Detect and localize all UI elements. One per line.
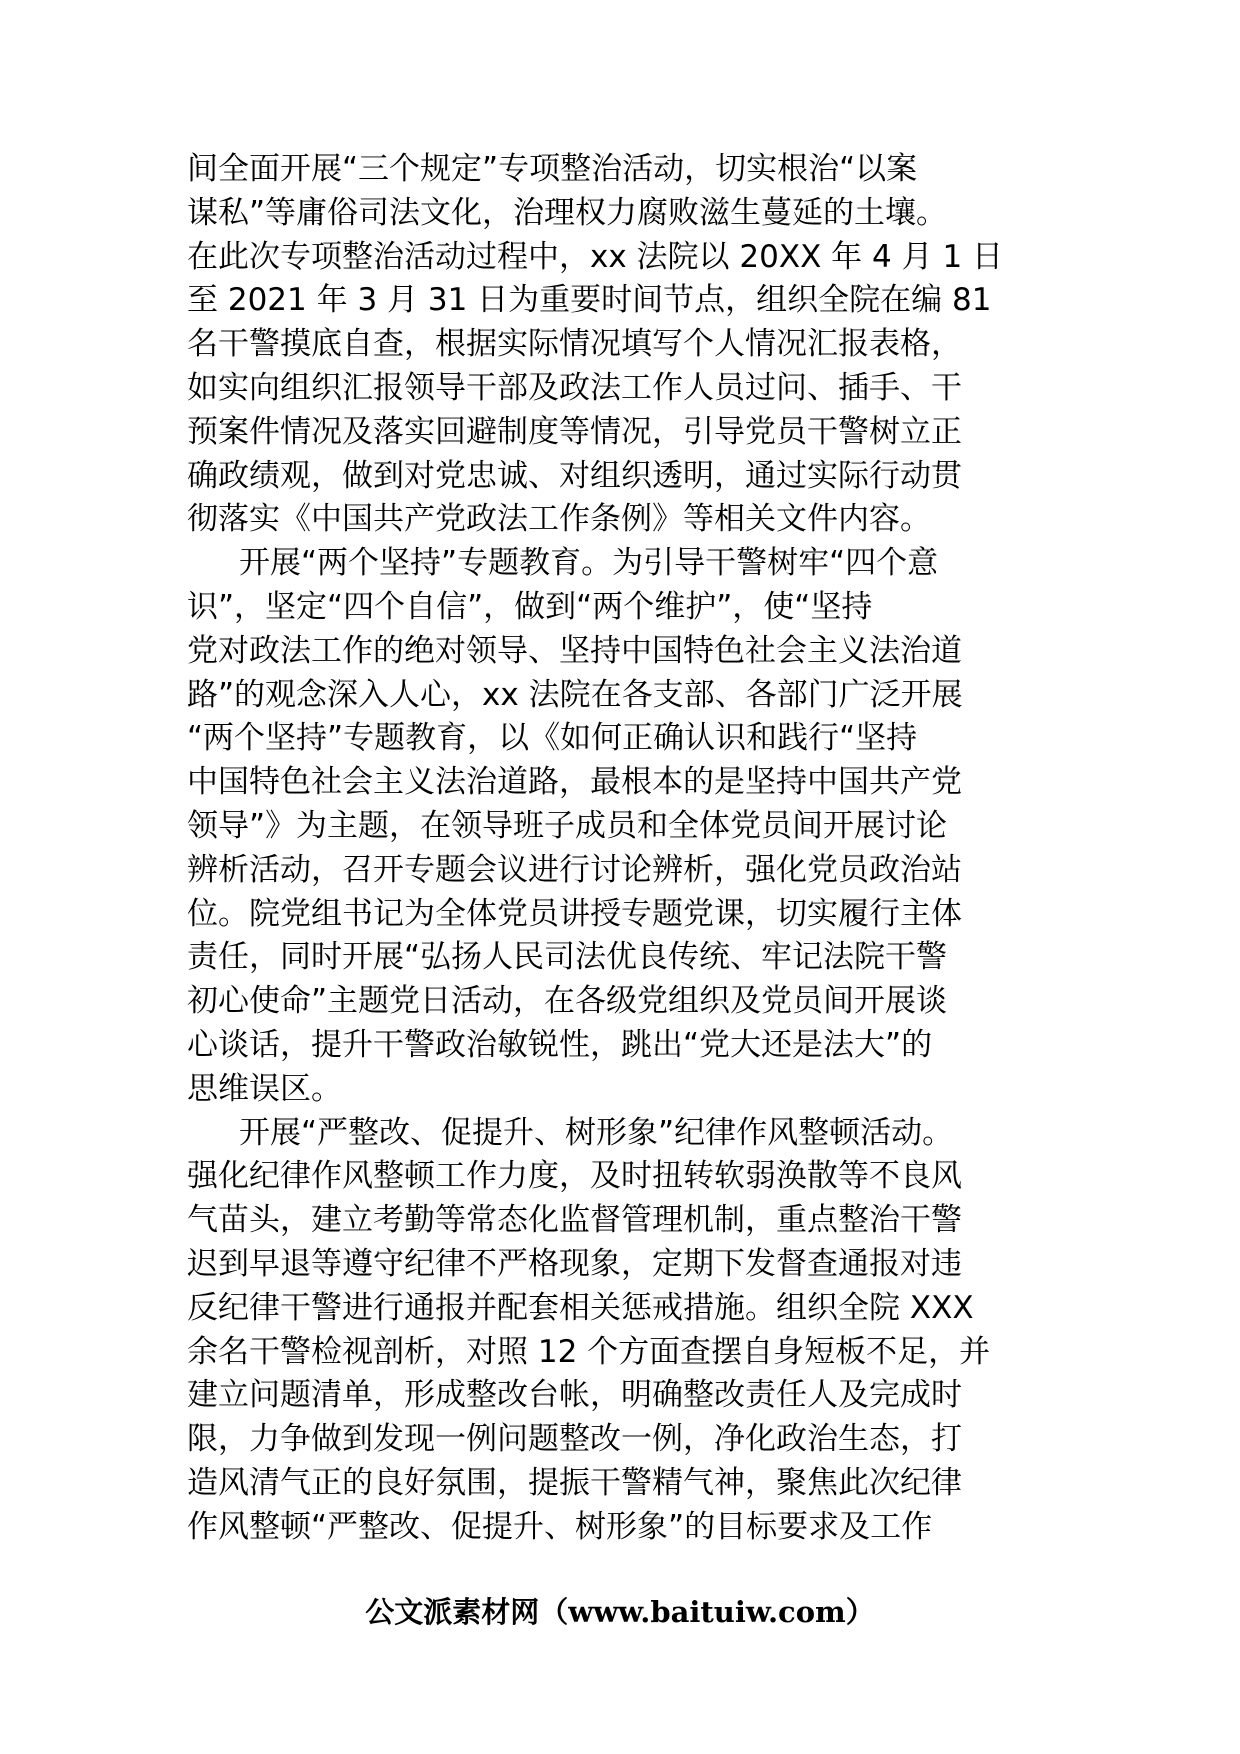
text-line: 确政绩观，做到对党忠诚、对组织透明，通过实际行动贯 xyxy=(187,457,962,494)
text-line: “两个坚持”专题教育，以《如何正确认识和践行“坚持 xyxy=(187,720,918,757)
text-line: 迟到早退等遵守纪律不严格现象，定期下发督查通报对违 xyxy=(187,1245,962,1282)
text-line: 反纪律干警进行通报并配套相关惩戒措施。组织全院 XXX xyxy=(187,1289,974,1326)
footer-source: 公文派素材网（www.baituiw.com） xyxy=(365,1595,875,1629)
text-line: 在此次专项整治活动过程中，xx 法院以 20XX 年 4 月 1 日 xyxy=(187,238,1004,275)
paragraph xyxy=(187,1112,1057,1550)
text-line: 间全面开展“三个规定”专项整治活动，切实根治“以案 xyxy=(187,151,918,187)
text-line: 识”，坚定“四个自信”，做到“两个维护”，使“坚持 xyxy=(187,588,873,625)
document-body xyxy=(187,148,1057,1550)
text-line: 初心使命”主题党日活动，在各级党组织及党员间开展谈 xyxy=(187,983,948,1020)
text-line: 强化纪律作风整顿工作力度，及时扭转软弱涣散等不良风 xyxy=(187,1158,962,1195)
text-line: 中国特色社会主义法治道路，最根本的是坚持中国共产党 xyxy=(187,764,962,801)
text-line: 至 2021 年 3 月 31 日为重要时间节点，组织全院在编 81 xyxy=(187,282,992,319)
paragraph xyxy=(187,148,1057,542)
text-line: 思维误区。 xyxy=(187,1070,342,1107)
text-line: 开展“严整改、促提升、树形象”纪律作风整顿活动。 xyxy=(239,1114,954,1151)
text-line: 如实向组织汇报领导干部及政法工作人员过问、插手、干 xyxy=(187,369,962,406)
text-line: 名干警摸底自查，根据实际情况填写个人情况汇报表格， xyxy=(187,326,962,363)
text-line: 预案件情况及落实回避制度等情况，引导党员干警树立正 xyxy=(187,413,962,450)
text-line: 余名干警检视剖析，对照 12 个方面查摆自身短板不足，并 xyxy=(187,1333,991,1370)
text-line: 辨析活动，召开专题会议进行讨论辨析，强化党员政治站 xyxy=(187,851,962,888)
text-line: 开展“两个坚持”专题教育。为引导干警树牢“四个意 xyxy=(239,545,939,582)
text-line: 领导”》为主题，在领导班子成员和全体党员间开展讨论 xyxy=(187,807,948,844)
text-line: 建立问题清单，形成整改台帐，明确整改责任人及完成时 xyxy=(187,1377,962,1414)
text-line: 党对政法工作的绝对领导、坚持中国特色社会主义法治道 xyxy=(187,632,962,669)
text-line: 路”的观念深入人心，xx 法院在各支部、各部门广泛开展 xyxy=(187,676,963,713)
text-line: 彻落实《中国共产党政法工作条例》等相关文件内容。 xyxy=(187,501,931,538)
text-line: 谋私”等庸俗司法文化，治理权力腐败滋生蔓延的土壤。 xyxy=(187,194,948,231)
text-line: 责任，同时开展“弘扬人民司法优良传统、牢记法院干警 xyxy=(187,939,948,976)
paragraph xyxy=(187,542,1057,1111)
text-line: 作风整顿“严整改、促提升、树形象”的目标要求及工作 xyxy=(187,1508,933,1545)
text-line: 限，力争做到发现一例问题整改一例，净化政治生态，打 xyxy=(187,1421,962,1458)
text-line: 心谈话，提升干警政治敏锐性，跳出“党大还是法大”的 xyxy=(187,1026,933,1063)
text-line: 位。院党组书记为全体党员讲授专题党课，切实履行主体 xyxy=(187,895,962,932)
text-line: 气苗头，建立考勤等常态化监督管理机制，重点整治干警 xyxy=(187,1202,962,1239)
text-line: 造风清气正的良好氛围，提振干警精气神，聚焦此次纪律 xyxy=(187,1464,962,1501)
